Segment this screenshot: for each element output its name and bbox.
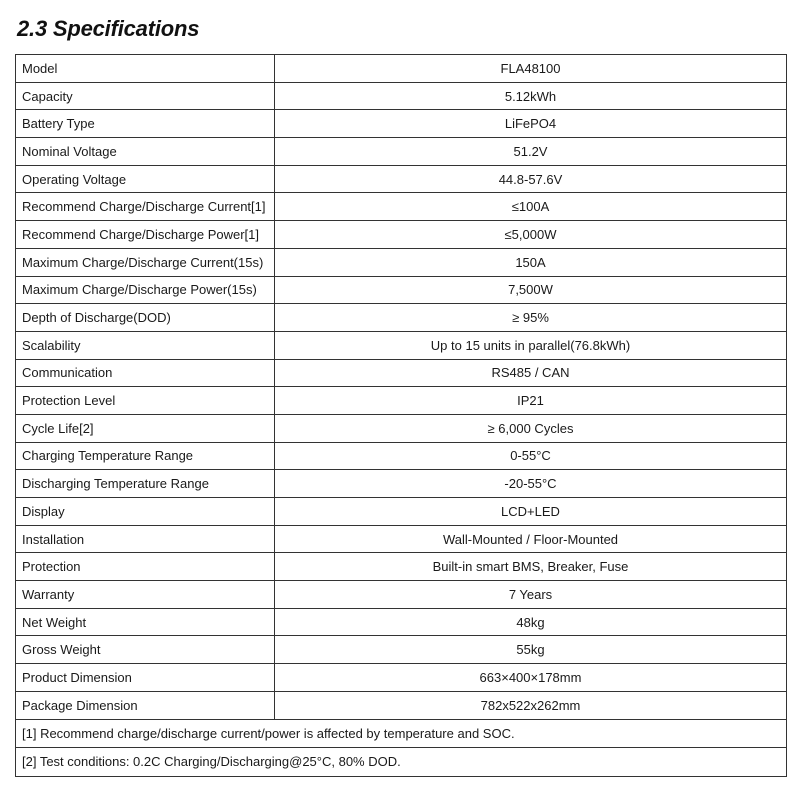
spec-value: ≥ 95% [275, 304, 787, 332]
section-heading: 2.3 Specifications [17, 16, 200, 41]
spec-value: ≥ 6,000 Cycles [275, 414, 787, 442]
spec-row [16, 581, 787, 609]
spec-label: Operating Voltage [16, 165, 275, 193]
spec-row [16, 636, 787, 664]
spec-label: Capacity [16, 82, 275, 110]
spec-label: Product Dimension [16, 664, 275, 692]
footnote-text: [1] Recommend charge/discharge current/power is affected by temperature and SOC. [16, 719, 787, 748]
spec-row [16, 165, 787, 193]
spec-row [16, 442, 787, 470]
spec-label: Nominal Voltage [16, 138, 275, 166]
spec-row [16, 359, 787, 387]
spec-value: 150A [275, 248, 787, 276]
spec-value: 48kg [275, 608, 787, 636]
spec-label: Communication [16, 359, 275, 387]
spec-row [16, 331, 787, 359]
spec-value: 7 Years [275, 581, 787, 609]
spec-row [16, 248, 787, 276]
spec-row [16, 193, 787, 221]
spec-row [16, 553, 787, 581]
spec-value: 51.2V [275, 138, 787, 166]
spec-label: Discharging Temperature Range [16, 470, 275, 498]
spec-value: 782x522x262mm [275, 691, 787, 719]
spec-value: LCD+LED [275, 498, 787, 526]
spec-value: IP21 [275, 387, 787, 415]
spec-row [16, 304, 787, 332]
spec-label: Warranty [16, 581, 275, 609]
spec-row [16, 82, 787, 110]
spec-label: Battery Type [16, 110, 275, 138]
spec-value: 663×400×178mm [275, 664, 787, 692]
spec-label: Model [16, 55, 275, 83]
spec-row [16, 691, 787, 719]
spec-label: Package Dimension [16, 691, 275, 719]
spec-value: 55kg [275, 636, 787, 664]
spec-value: ≤100A [275, 193, 787, 221]
spec-label: Scalability [16, 331, 275, 359]
spec-value: Up to 15 units in parallel(76.8kWh) [275, 331, 787, 359]
spec-row [16, 608, 787, 636]
spec-row [16, 387, 787, 415]
spec-label: Installation [16, 525, 275, 553]
spec-label: Display [16, 498, 275, 526]
spec-label: Net Weight [16, 608, 275, 636]
footnote-row [16, 748, 787, 777]
spec-label: Protection [16, 553, 275, 581]
spec-label: Maximum Charge/Discharge Current(15s) [16, 248, 275, 276]
spec-value: RS485 / CAN [275, 359, 787, 387]
spec-value: -20-55°C [275, 470, 787, 498]
spec-value: 5.12kWh [275, 82, 787, 110]
spec-label: Cycle Life[2] [16, 414, 275, 442]
spec-value: FLA48100 [275, 55, 787, 83]
spec-row [16, 498, 787, 526]
spec-label: Charging Temperature Range [16, 442, 275, 470]
spec-row [16, 276, 787, 304]
spec-value: 44.8-57.6V [275, 165, 787, 193]
spec-row [16, 470, 787, 498]
spec-label: Protection Level [16, 387, 275, 415]
spec-value: 0-55°C [275, 442, 787, 470]
spec-row [16, 664, 787, 692]
spec-row [16, 55, 787, 83]
specifications-table-body [16, 55, 787, 777]
spec-label: Maximum Charge/Discharge Power(15s) [16, 276, 275, 304]
spec-label: Recommend Charge/Discharge Current[1] [16, 193, 275, 221]
spec-row [16, 525, 787, 553]
spec-row [16, 110, 787, 138]
spec-value: 7,500W [275, 276, 787, 304]
footnote-text: [2] Test conditions: 0.2C Charging/Discharging@25°C, 80% DOD. [16, 748, 787, 777]
spec-value: LiFePO4 [275, 110, 787, 138]
spec-value: Built-in smart BMS, Breaker, Fuse [275, 553, 787, 581]
spec-label: Gross Weight [16, 636, 275, 664]
spec-value: Wall-Mounted / Floor-Mounted [275, 525, 787, 553]
spec-row [16, 138, 787, 166]
spec-value: ≤5,000W [275, 221, 787, 249]
spec-row [16, 414, 787, 442]
spec-label: Depth of Discharge(DOD) [16, 304, 275, 332]
spec-row [16, 221, 787, 249]
specifications-table [15, 54, 787, 777]
footnote-row [16, 719, 787, 748]
spec-label: Recommend Charge/Discharge Power[1] [16, 221, 275, 249]
